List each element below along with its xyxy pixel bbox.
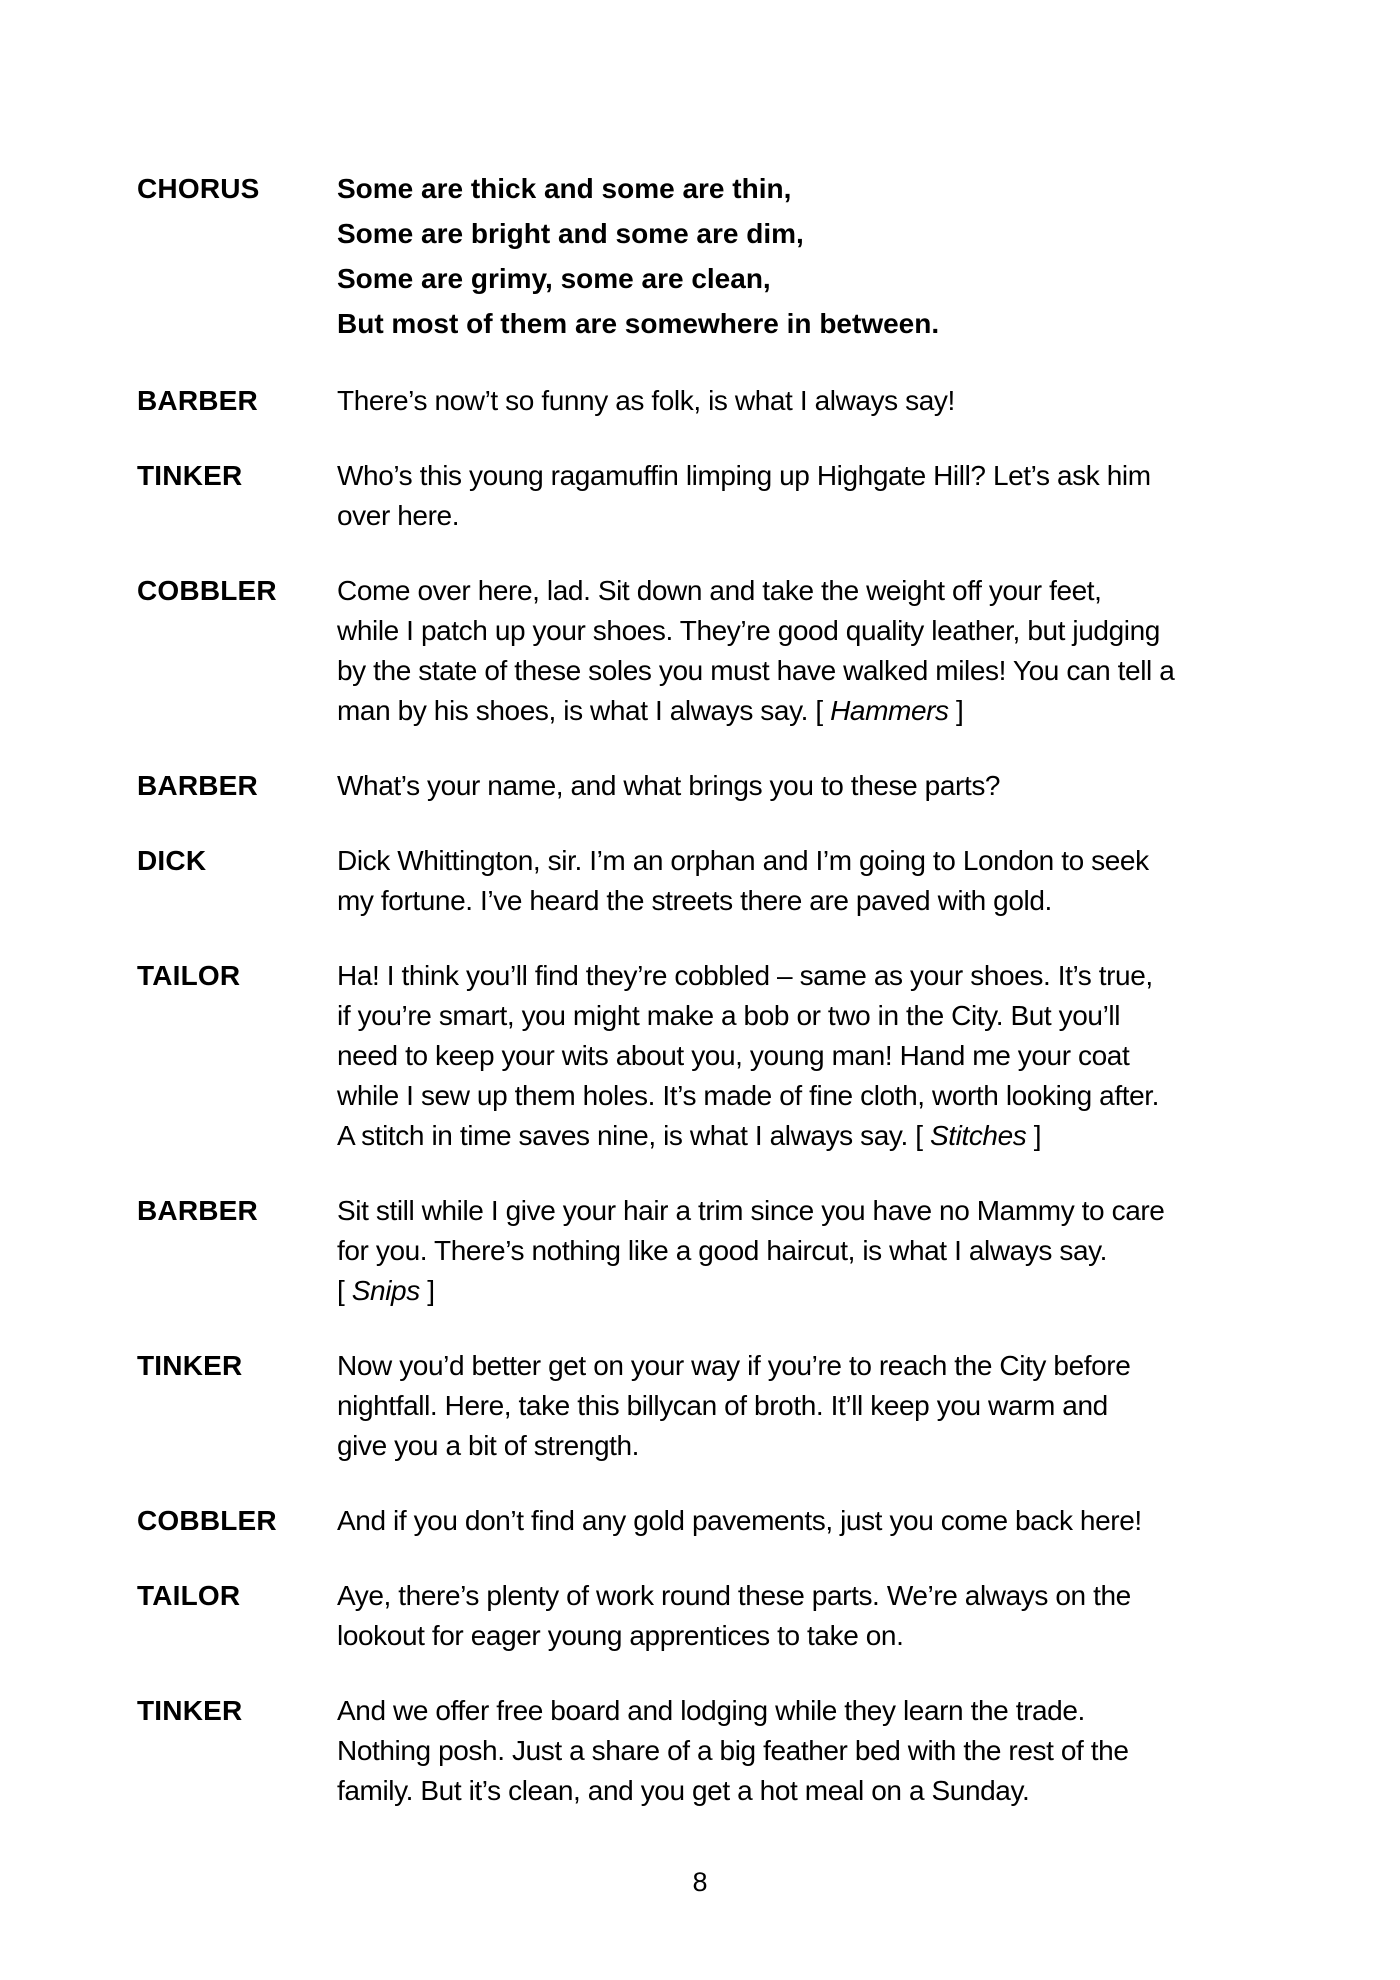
dialogue-text: But most of them are somewhere in between. [337, 308, 940, 339]
dialogue-text: give you a bit of strength. [337, 1430, 640, 1461]
dialogue-text: Ha! I think you’ll find they’re cobbled – same as your shoes. It’s true, [337, 960, 1153, 991]
speaker-name: TAILOR [137, 960, 241, 991]
script-entry [137, 956, 1310, 1156]
dialogue-line [337, 256, 1310, 301]
dialogue-line [337, 456, 1310, 496]
dialogue-line [337, 1691, 1310, 1731]
dialogue-line [337, 1271, 1310, 1311]
dialogue-text: Dick Whittington, sir. I’m an orphan and I’m going to London to seek [337, 845, 1149, 876]
dialogue-line [337, 996, 1310, 1036]
dialogue [337, 956, 1310, 1156]
dialogue-text: ] [1026, 1120, 1042, 1151]
dialogue-text: Now you’d better get on your way if you’re to reach the City before [337, 1350, 1131, 1381]
dialogue-text: Some are grimy, some are clean, [337, 263, 771, 294]
speaker-name: BARBER [137, 770, 258, 801]
dialogue-text: my fortune. I’ve heard the streets there are paved with gold. [337, 885, 1052, 916]
dialogue-text: man by his shoes, is what I always say. [ [337, 695, 831, 726]
speaker-name: BARBER [137, 385, 258, 416]
dialogue-text: if you’re smart, you might make a bob or two in the City. But you’ll [337, 1000, 1121, 1031]
dialogue-line [337, 1616, 1310, 1656]
dialogue-line [337, 1116, 1310, 1156]
speaker-name: DICK [137, 845, 207, 876]
dialogue-text: Aye, there’s plenty of work round these parts. We’re always on the [337, 1580, 1131, 1611]
dialogue-line [337, 1036, 1310, 1076]
dialogue [337, 1191, 1310, 1311]
dialogue-line [337, 381, 1310, 421]
dialogue-text: Who’s this young ragamuffin limping up Highgate Hill? Let’s ask him [337, 460, 1151, 491]
dialogue-line [337, 691, 1310, 731]
dialogue-line [337, 166, 1310, 211]
dialogue-text: And we offer free board and lodging while they learn the trade. [337, 1695, 1085, 1726]
speaker-name: COBBLER [137, 575, 277, 606]
dialogue-text: There’s now’t so funny as folk, is what I always say! [337, 385, 955, 416]
stage-direction: Stitches [929, 1120, 1027, 1151]
dialogue-line [337, 496, 1310, 536]
script-entry [137, 1501, 1310, 1541]
speaker-name: TINKER [137, 1695, 243, 1726]
dialogue-text: by the state of these soles you must have walked miles! You can tell a [337, 655, 1175, 686]
dialogue-line [337, 881, 1310, 921]
speaker-name: TAILOR [137, 1580, 241, 1611]
dialogue-line [337, 956, 1310, 996]
dialogue-text: What’s your name, and what brings you to these parts? [337, 770, 1001, 801]
dialogue [337, 1346, 1310, 1466]
dialogue [337, 1691, 1310, 1811]
dialogue-line [337, 1426, 1310, 1466]
script-entry [137, 456, 1310, 536]
dialogue-line [337, 1076, 1310, 1116]
script-entry [137, 1346, 1310, 1466]
dialogue-text: while I sew up them holes. It’s made of fine cloth, worth looking after. [337, 1080, 1160, 1111]
dialogue-text: family. But it’s clean, and you get a hot meal on a Sunday. [337, 1775, 1030, 1806]
speaker-name: TINKER [137, 1350, 243, 1381]
page-footer [0, 1866, 1400, 1898]
dialogue-text: Nothing posh. Just a share of a big feather bed with the rest of the [337, 1735, 1129, 1766]
dialogue-line [337, 1501, 1310, 1541]
dialogue-line [337, 1191, 1310, 1231]
dialogue-line [337, 1346, 1310, 1386]
dialogue-text: Sit still while I give your hair a trim since you have no Mammy to care [337, 1195, 1165, 1226]
dialogue-line [337, 571, 1310, 611]
dialogue-text: And if you don’t find any gold pavements, just you come back here! [337, 1505, 1142, 1536]
stage-direction: Hammers [830, 695, 949, 726]
dialogue-text: ] [419, 1275, 435, 1306]
dialogue-line [337, 1386, 1310, 1426]
dialogue-line [337, 1731, 1310, 1771]
dialogue-line [337, 301, 1310, 346]
script-entry [137, 571, 1310, 731]
dialogue-line [337, 1576, 1310, 1616]
speaker-name: TINKER [137, 460, 243, 491]
script-entries [137, 166, 1310, 1846]
dialogue-line [337, 766, 1310, 806]
dialogue-line [337, 211, 1310, 256]
dialogue [337, 766, 1310, 806]
dialogue-line [337, 841, 1310, 881]
dialogue-text: for you. There’s nothing like a good haircut, is what I always say. [337, 1235, 1108, 1266]
script-entry [137, 766, 1310, 806]
script-entry [137, 841, 1310, 921]
script-entry [137, 1576, 1310, 1656]
dialogue [337, 1576, 1310, 1656]
dialogue-line [337, 651, 1310, 691]
script-entry [137, 381, 1310, 421]
dialogue-text: A stitch in time saves nine, is what I always say. [ [337, 1120, 930, 1151]
speaker-name: COBBLER [137, 1505, 277, 1536]
dialogue-text: Come over here, lad. Sit down and take the weight off your feet, [337, 575, 1102, 606]
dialogue [337, 456, 1310, 536]
dialogue-text: need to keep your wits about you, young man! Hand me your coat [337, 1040, 1130, 1071]
dialogue [337, 571, 1310, 731]
dialogue-text: over here. [337, 500, 460, 531]
dialogue-text: while I patch up your shoes. They’re good quality leather, but judging [337, 615, 1160, 646]
dialogue-text: Some are thick and some are thin, [337, 173, 792, 204]
speaker-name: CHORUS [137, 173, 260, 204]
dialogue-line [337, 1771, 1310, 1811]
dialogue [337, 841, 1310, 921]
dialogue [337, 1501, 1310, 1541]
dialogue-text: ] [948, 695, 964, 726]
script-entry [137, 1691, 1310, 1811]
dialogue-text: [ [337, 1275, 352, 1306]
dialogue-line [337, 611, 1310, 651]
page-number: 8 [692, 1867, 708, 1897]
dialogue [337, 381, 1310, 421]
dialogue-text: nightfall. Here, take this billycan of broth. It’ll keep you warm and [337, 1390, 1108, 1421]
stage-direction: Snips [351, 1275, 420, 1306]
dialogue-text: Some are bright and some are dim, [337, 218, 804, 249]
dialogue-text: lookout for eager young apprentices to take on. [337, 1620, 904, 1651]
dialogue [337, 166, 1310, 346]
script-entry [137, 166, 1310, 346]
speaker-name: BARBER [137, 1195, 258, 1226]
script-entry [137, 1191, 1310, 1311]
dialogue-line [337, 1231, 1310, 1271]
